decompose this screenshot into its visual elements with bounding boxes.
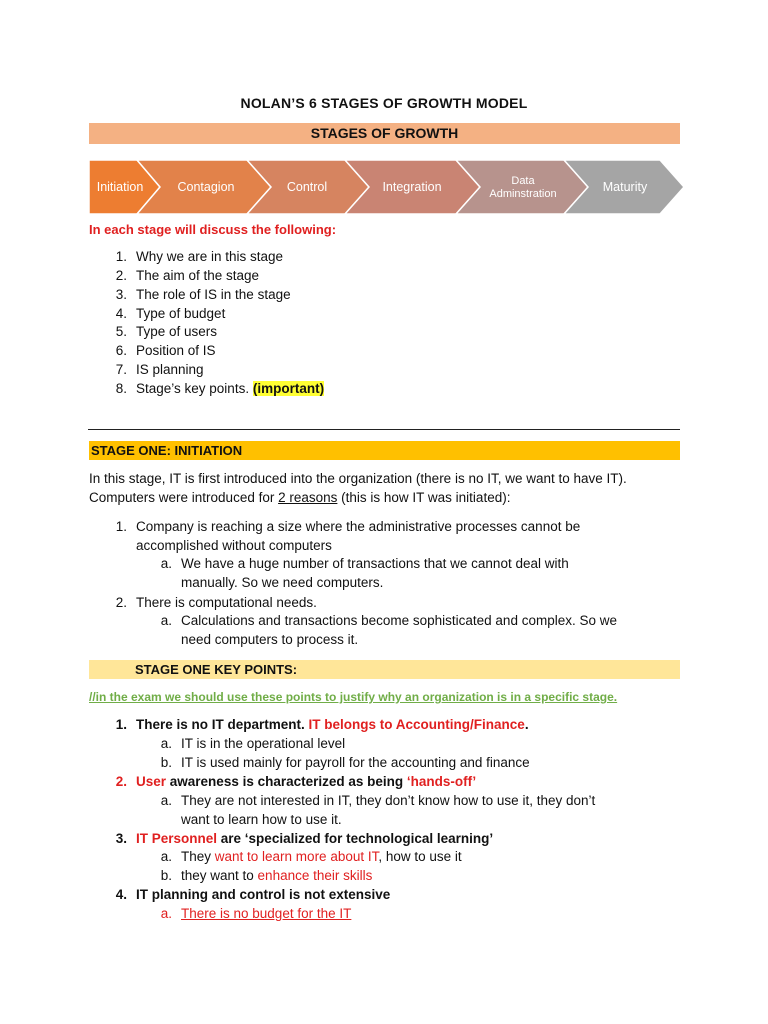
stages-heading-bar: STAGES OF GROWTH: [89, 123, 680, 144]
page-title: NOLAN’S 6 STAGES OF GROWTH MODEL: [240, 95, 528, 111]
exam-note: //in the exam we should use these points to justify why an organization is in a specific stage.: [89, 690, 618, 704]
document-page: NOLAN’S 6 STAGES OF GROWTH MODEL STAGES OF GROWTH Initiation Contagion Control Integration Data Adminstration Maturity In each stage will discuss the following: 1. Why we are in this stage 2. The aim of the stage 3. The role of IS in the stage 4. Type of budget 5. Type of users 6. Position of IS 7. IS planning 8. Stage’s key points. (important) STAGE ONE: INITIATION In this stage, IT is first introduced into the organization (there is no IT, we want to have IT). Computers were introduced for 2 reasons (this is how IT was initiated): 1. Company is reaching a size where the administrative processes cannot be accomplished without computers a. We have a huge number of transactions that we cannot deal with manually. So we need computers. 2. There is computational needs. a. Calculations and transactions become sophisticated and complex. So we need computers to process it. STAGE ONE KEY POINTS: //in the exam we should use these points to justify why an organization is in a specific stage. 1. There is no IT department. IT belongs to Accounting/Finance. a. IT is in the operational level b. IT is used mainly for payroll for the accounting and finance 2. User awareness is characterized as being ‘hands-off’ a. They are not interested in IT, they don’t know how to use it, they don’t want to learn how to use it. 3. IT Personnel are ‘specialized for technological learning’ a. They want to learn more about IT, how to use it b. they want to enhance their skills 4. IT planning and control is not extensive a. There is no budget for the IT: [0, 0, 768, 1024]
stage-label-data: Data: [511, 175, 535, 187]
stage-label-contagion: Contagion: [177, 180, 235, 194]
key-points-heading: STAGE ONE KEY POINTS:: [89, 660, 680, 679]
key-point-sub-continued: want to learn how to use it.: [181, 812, 342, 827]
stage-one-intro-line1: In this stage, IT is first introduced into the organization (there is no IT, we want to have IT).: [89, 471, 627, 486]
reason-sub-item-continued: need computers to process it.: [181, 632, 359, 647]
stage-label-initiation: Initiation: [96, 180, 144, 194]
reason-item-continued: accomplished without computers: [136, 538, 332, 553]
stages-chevron-diagram: [0, 0, 768, 230]
reason-sub-item-continued: manually. So we need computers.: [181, 575, 384, 590]
important-highlight: (important): [252, 381, 325, 396]
stage-label-maturity: Maturity: [602, 180, 648, 194]
stage-one-heading: STAGE ONE: INITIATION: [89, 441, 680, 460]
stage-label-administration: Adminstration: [489, 188, 557, 200]
divider: [88, 429, 680, 430]
stage-one-intro-line2: Computers were introduced for 2 reasons (this is how IT was initiated):: [89, 490, 511, 505]
discuss-heading: In each stage will discuss the following:: [89, 222, 337, 237]
stage-label-control: Control: [286, 180, 328, 194]
stage-label-integration: Integration: [382, 180, 442, 194]
